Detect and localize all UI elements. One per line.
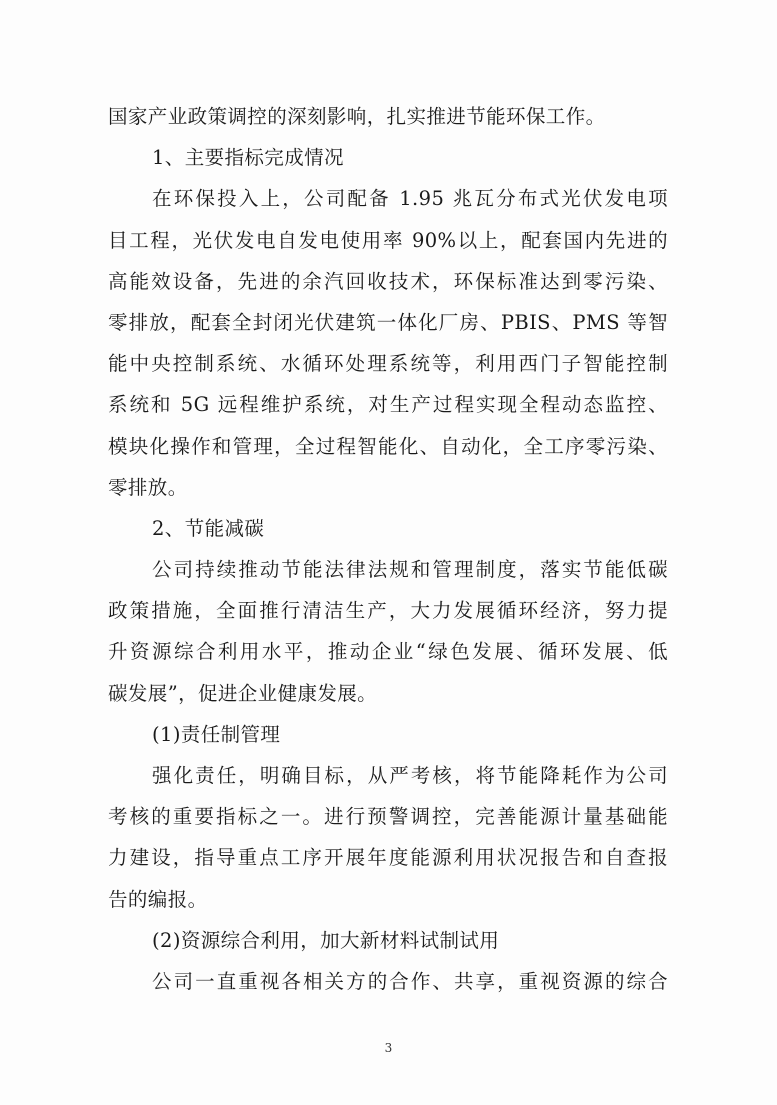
body-line: 公司一直重视各相关方的合作、共享，重视资源的综合	[152, 969, 668, 993]
section-heading: 2、节能减碳	[152, 516, 265, 540]
body-line: 力建设，指导重点工序开展年度能源利用状况报告和自查报	[108, 846, 668, 870]
body-line: 系统和 5G 远程维护系统，对生产过程实现全程动态监控、	[108, 393, 668, 417]
body-line: 公司持续推动节能法律法规和管理制度，落实节能低碳	[152, 558, 668, 582]
body-line: 零排放。	[108, 475, 188, 499]
body-line: 能中央控制系统、水循环处理系统等，利用西门子智能控制	[108, 352, 668, 376]
body-line: 国家产业政策调控的深刻影响，扎实推进节能环保工作。	[108, 105, 606, 128]
body-line: 零排放，配套全封闭光伏建筑一体化厂房、PBIS、PMS 等智	[108, 310, 668, 334]
document-body	[108, 96, 668, 1002]
body-line: 高能效设备，先进的余汽回收技术，环保标准达到零污染、	[108, 269, 668, 293]
page-number: 3	[384, 1041, 393, 1055]
subsection-heading: (2)资源综合利用，加大新材料试制试用	[152, 928, 500, 952]
body-line: 碳发展”，促进企业健康发展。	[108, 681, 378, 705]
body-line: 告的编报。	[108, 887, 208, 911]
body-line: 政策措施，全面推行清洁生产，大力发展循环经济，努力提	[108, 599, 668, 623]
body-line: 模块化操作和管理，全过程智能化、自动化，全工序零污染、	[108, 434, 668, 458]
body-line: 强化责任，明确目标，从严考核，将节能降耗作为公司	[152, 764, 668, 787]
body-line: 考核的重要指标之一。进行预警调控，完善能源计量基础能	[108, 805, 668, 829]
subsection-heading: (1)责任制管理	[152, 722, 281, 746]
body-line: 在环保投入上，公司配备 1.95 兆瓦分布式光伏发电项	[152, 187, 668, 211]
section-heading: 1、主要指标完成情况	[152, 146, 344, 170]
body-line: 目工程，光伏发电自发电使用率 90%以上，配套国内先进的	[108, 228, 668, 252]
body-line: 升资源综合利用水平，推动企业“绿色发展、循环发展、低	[108, 640, 668, 664]
